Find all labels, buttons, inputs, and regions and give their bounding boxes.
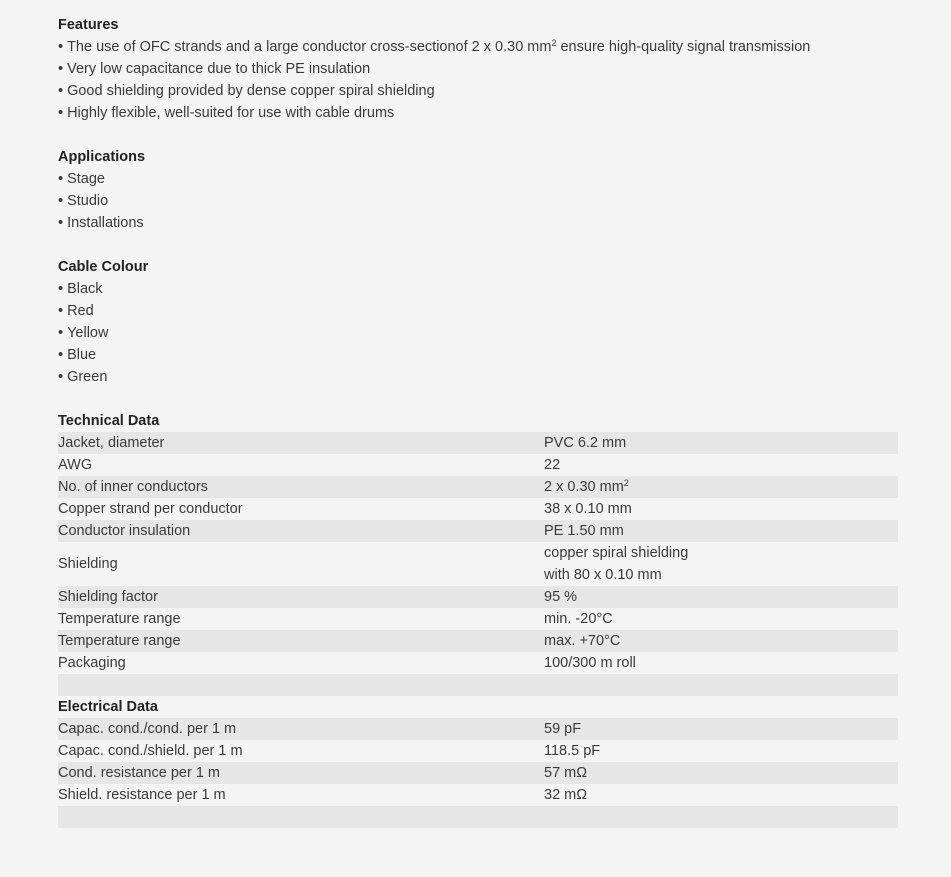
row-label: Jacket, diameter <box>58 432 544 454</box>
row-value <box>544 542 898 586</box>
row-value: 59 pF <box>544 718 898 740</box>
row-value: 38 x 0.10 mm <box>544 501 632 517</box>
feature-item: • The use of OFC strands and a large conductor cross-sectionof 2 x 0.30 $mm^2$ ensure high-quality signal transmission <box>58 36 898 58</box>
row-value: 100/300 m roll <box>544 655 636 671</box>
row-label: Cond. resistance per 1 m <box>58 762 544 784</box>
row-value: min. -20°C <box>544 611 613 627</box>
table-row <box>58 432 898 454</box>
product-spec-document <box>58 14 898 828</box>
technical-data-heading: Technical Data <box>58 413 160 429</box>
table-row <box>58 498 898 520</box>
row-label: Copper strand per conductor <box>58 501 243 517</box>
row-label: Packaging <box>58 655 126 671</box>
row-value: 57 mΩ <box>544 762 898 784</box>
table-row <box>58 740 898 762</box>
row-value: 22 <box>544 457 561 473</box>
row-label: Capac. cond./shield. per 1 m <box>58 743 243 759</box>
feature-item: • Very low capacitance due to thick PE insulation <box>58 58 898 80</box>
technical-data-table <box>58 432 898 696</box>
table-row-empty <box>58 806 898 828</box>
applications-list <box>58 168 898 234</box>
row-value: 95 % <box>544 586 898 608</box>
row-label: Conductor insulation <box>58 520 544 542</box>
application-item: • Studio <box>58 190 898 212</box>
table-row <box>58 762 898 784</box>
colour-item: • Green <box>58 366 898 388</box>
table-row <box>58 652 898 674</box>
colour-item: • Red <box>58 300 898 322</box>
row-label: Capac. cond./cond. per 1 m <box>58 718 544 740</box>
applications-heading: Applications <box>58 149 146 165</box>
row-label: No. of inner conductors <box>58 476 544 498</box>
row-value: 118.5 pF <box>544 743 601 759</box>
table-row <box>58 718 898 740</box>
application-item: • Stage <box>58 168 898 190</box>
row-value-line: with 80 x 0.10 mm <box>544 567 662 583</box>
table-row <box>58 454 898 476</box>
row-label: Temperature range <box>58 630 544 652</box>
colour-item: • Black <box>58 278 898 300</box>
features-heading: Features <box>58 17 119 33</box>
row-value-line: copper spiral shielding <box>544 545 689 561</box>
row-label: Shielding <box>58 556 118 572</box>
application-item: • Installations <box>58 212 898 234</box>
table-row <box>58 476 898 498</box>
row-value: 32 mΩ <box>544 787 588 803</box>
table-row <box>58 586 898 608</box>
table-row <box>58 520 898 542</box>
table-row <box>58 630 898 652</box>
row-value: max. +70°C <box>544 630 898 652</box>
table-row <box>58 542 898 586</box>
row-value: PVC 6.2 mm <box>544 432 898 454</box>
colour-item: • Yellow <box>58 322 898 344</box>
table-row-empty <box>58 674 898 696</box>
table-row <box>58 608 898 630</box>
features-list <box>58 36 898 124</box>
electrical-data-table <box>58 718 898 828</box>
cable-colour-heading: Cable Colour <box>58 259 149 275</box>
row-label: Shielding factor <box>58 586 544 608</box>
table-row <box>58 784 898 806</box>
row-label: Shield. resistance per 1 m <box>58 787 226 803</box>
feature-item: • Highly flexible, well-suited for use with cable drums <box>58 102 898 124</box>
feature-item: • Good shielding provided by dense copper spiral shielding <box>58 80 898 102</box>
row-value: PE 1.50 mm <box>544 520 898 542</box>
row-label: AWG <box>58 457 93 473</box>
colour-item: • Blue <box>58 344 898 366</box>
row-value: 2 x 0.30 $mm^2$ <box>544 476 898 498</box>
row-label: Temperature range <box>58 611 181 627</box>
cable-colour-list <box>58 278 898 388</box>
electrical-data-heading: Electrical Data <box>58 699 158 715</box>
